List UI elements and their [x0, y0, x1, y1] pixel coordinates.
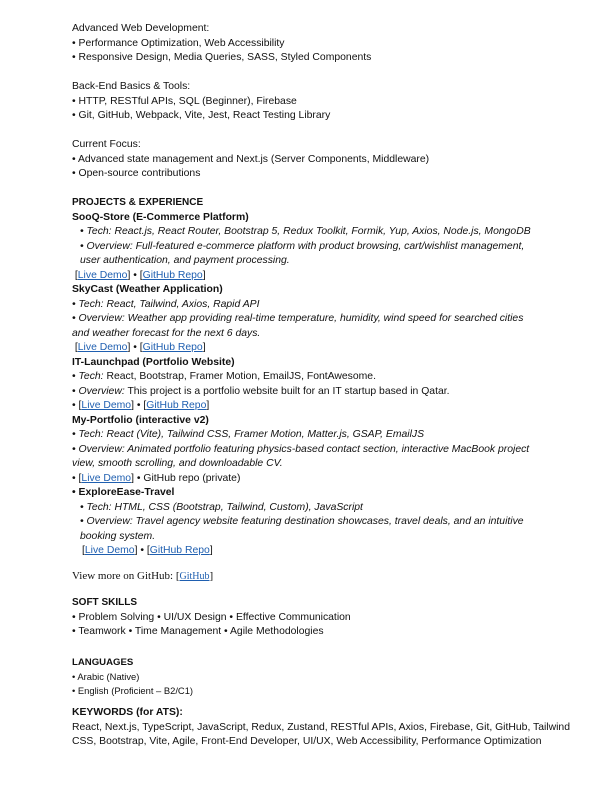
- project-links: • [Live Demo] • GitHub repo (private): [72, 472, 241, 484]
- section-heading: SOFT SKILLS: [72, 597, 137, 608]
- section-heading: KEYWORDS (for ATS):: [72, 707, 183, 718]
- project-title: My-Portfolio (interactive v2): [72, 414, 209, 426]
- project-overview-cont: booking system.: [80, 530, 156, 542]
- project-tech: • Tech: React.js, React Router, Bootstrap 5, Redux Toolkit, Formik, Yup, Axios, Node.js, MongoDB: [80, 226, 531, 237]
- overview-label: Overview:: [78, 385, 125, 397]
- skills-line: • Problem Solving • UI/UX Design • Effective Communication: [72, 611, 351, 623]
- projects-heading: PROJECTS & EXPERIENCE: [72, 197, 204, 208]
- github-profile-link[interactable]: GitHub: [179, 570, 210, 582]
- live-demo-link[interactable]: Live Demo: [77, 269, 128, 281]
- advanced-section: [72, 22, 572, 66]
- list-item: • Git, GitHub, Webpack, Vite, Jest, React Testing Library: [72, 110, 331, 121]
- project-overview: • Overview: Weather app providing real-time temperature, humidity, wind speed for searched cities: [72, 313, 524, 324]
- resume-page: [72, 22, 572, 750]
- project-title: SooQ-Store (E-Commerce Platform): [72, 211, 249, 223]
- backend-section: [72, 80, 572, 124]
- list-item: • Advanced state management and Next.js (Server Components, Middleware): [72, 153, 430, 165]
- project-links: [Live Demo] • [GitHub Repo]: [72, 269, 206, 281]
- project-overview: • Overview: This project is a portfolio website built for an IT startup based in Qatar.: [72, 385, 450, 397]
- project-title: • ExploreEase-Travel: [72, 487, 175, 498]
- language-item: • English (Proficient – B2/C1): [72, 685, 194, 696]
- list-item: • HTTP, RESTful APIs, SQL (Beginner), Firebase: [72, 95, 297, 107]
- soft-skills-section: [72, 596, 572, 640]
- project-tech: • Tech: React, Bootstrap, Framer Motion, EmailJS, FontAwesome.: [72, 371, 376, 382]
- project-tech: • Tech: React, Tailwind, Axios, Rapid API: [72, 298, 260, 310]
- project-links: • [Live Demo] • [GitHub Repo]: [72, 400, 210, 411]
- section-heading: Back-End Basics & Tools:: [72, 81, 191, 92]
- languages-section: [72, 656, 572, 699]
- project-tech: • Tech: React (Vite), Tailwind CSS, Framer Motion, Matter.js, GSAP, EmailJS: [72, 429, 425, 440]
- project-links: [Live Demo] • [GitHub Repo]: [72, 342, 206, 353]
- project-tech: • Tech: HTML, CSS (Bootstrap, Tailwind, Custom), JavaScript: [80, 501, 363, 513]
- github-repo-link[interactable]: GitHub Repo: [142, 269, 203, 281]
- project-overview: • Overview: Animated portfolio featuring physics-based contact section, interactive MacBook project: [72, 443, 530, 455]
- github-more: View more on GitHub: [GitHub]: [72, 569, 214, 582]
- live-demo-link[interactable]: Live Demo: [81, 400, 132, 411]
- project-overview-cont: and weather forecast for the next 6 days.: [72, 327, 261, 339]
- skills-line: • Teamwork • Time Management • Agile Methodologies: [72, 626, 324, 637]
- keywords-line: CSS, Bootstrap, Vite, Agile, Front-End Developer, UI/UX, Web Accessibility, Performance Optimization: [72, 736, 542, 747]
- project-title: IT-Launchpad (Portfolio Website): [72, 356, 235, 368]
- project-overview-cont: view, smooth scrolling, and downloadable CV.: [72, 458, 283, 469]
- project-title: SkyCast (Weather Application): [72, 284, 223, 295]
- overview-value: This project is a portfolio website built for an IT startup based in Qatar.: [127, 385, 450, 397]
- project-overview: • Overview: Travel agency website featuring destination showcases, travel deals, and an intuitive: [80, 516, 524, 527]
- focus-section: [72, 138, 572, 182]
- project-overview: • Overview: Full-featured e-commerce platform with product browsing, cart/wishlist management,: [80, 240, 525, 252]
- project-links: [Live Demo] • [GitHub Repo]: [82, 545, 213, 556]
- section-heading: Advanced Web Development:: [72, 23, 210, 34]
- list-item: • Performance Optimization, Web Accessibility: [72, 37, 285, 49]
- github-repo-private: GitHub repo (private): [143, 472, 241, 484]
- live-demo-link[interactable]: Live Demo: [81, 472, 132, 484]
- list-item: • Responsive Design, Media Queries, SASS, Styled Components: [72, 52, 372, 63]
- keywords-section: [72, 706, 572, 750]
- github-repo-link[interactable]: GitHub Repo: [149, 545, 210, 556]
- github-more-text: View more on GitHub:: [72, 569, 174, 582]
- tech-value: React, Bootstrap, Framer Motion, EmailJS, FontAwesome.: [106, 371, 376, 382]
- keywords-line: React, Next.js, TypeScript, JavaScript, Redux, Zustand, RESTful APIs, Axios, Firebase, Git, GitHub, Tailwind: [72, 721, 570, 733]
- live-demo-link[interactable]: Live Demo: [84, 545, 135, 556]
- list-item: • Open-source contributions: [72, 168, 201, 179]
- projects-section: [72, 196, 572, 559]
- tech-label: Tech:: [78, 371, 104, 382]
- language-item: • Arabic (Native): [72, 671, 140, 682]
- section-heading: LANGUAGES: [72, 656, 134, 668]
- live-demo-link[interactable]: Live Demo: [77, 342, 128, 353]
- github-repo-link[interactable]: GitHub Repo: [142, 342, 203, 353]
- project-overview-cont: user authentication, and payment processing.: [80, 255, 290, 266]
- section-heading: Current Focus:: [72, 139, 141, 150]
- github-repo-link[interactable]: GitHub Repo: [146, 400, 207, 411]
- project-title-text: ExploreEase-Travel: [78, 487, 175, 498]
